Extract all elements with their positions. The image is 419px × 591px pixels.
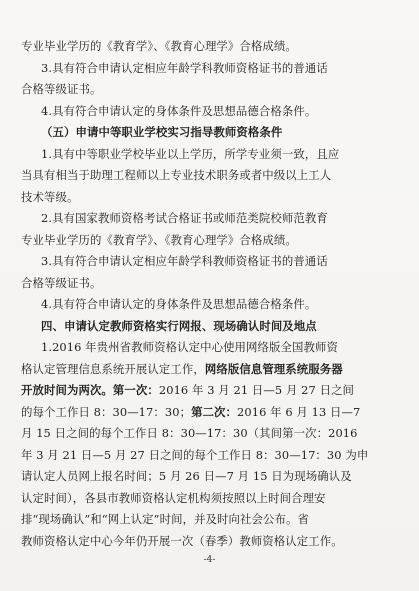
section-heading: 四、申请认定教师资格实行网报、现场确认时间及地点 xyxy=(41,318,317,333)
text-line: 当具有相当于助理工程师以上专业技术职务或者中级以上工人 xyxy=(21,168,332,182)
text-line: 专业毕业学历的《教育学》、《教育心理学》合格成绩。 xyxy=(21,232,297,247)
text-line: 的每个工作日 8：30—17：30；第二次：2016 年 6 月 13 日—7 xyxy=(21,404,361,419)
text-line: 4.具有符合申请认定的身体条件及思想品德合格条件。 xyxy=(41,297,317,311)
text-line: 2.具有国家教师资格考试合格证书或师范类院校师范教育 xyxy=(41,211,328,225)
text-line: 教师资格认定中心今年仍开展一次（春季）教师资格认定工作。 xyxy=(21,533,343,548)
text-line: 合格等级证书。 xyxy=(21,275,102,290)
text-line: 开放时间为两次。第一次：2016 年 3 月 21 日—5 月 27 日之间 xyxy=(21,383,355,397)
text-line: 月 15 日之间的每个工作日 8：30—17：30（其间第一次：2016 xyxy=(21,426,358,440)
text-line: 3.具有符合申请认定相应年龄学科教师资格证书的普通话 xyxy=(41,60,328,75)
text-line: 排“现场确认”和“网上认定”时间，并及时向社会公布。省 xyxy=(21,512,309,526)
text-line: 1.具有中等职业学校毕业以上学历，所学专业须一致，且应 xyxy=(41,146,340,161)
text-line: 3.具有符合申请认定相应年龄学科教师资格证书的普通话 xyxy=(41,254,328,268)
section-heading: （五）申请中等职业学校实习指导教师资格条件 xyxy=(41,125,283,139)
text-line: 请认定人员网上报名时间；5 月 26 日—7 月 15 日为现场确认及 xyxy=(21,469,352,483)
text-line: 4.具有符合申请认定的身体条件及思想品德合格条件。 xyxy=(41,103,317,118)
text-line: 认定时间），各县市教师资格认定机构须按照以上时间合理安 xyxy=(21,490,326,505)
text-line: 合格等级证书。 xyxy=(21,82,102,96)
page-number: -4- xyxy=(203,555,216,565)
text-line: 1.2016 年贵州省教师资格认定中心使用网络版全国教师资 xyxy=(41,340,338,354)
text-line: 专业毕业学历的《教育学》、《教育心理学》合格成绩。 xyxy=(21,39,297,53)
text-line: 格认定管理信息系统开展认定工作，网络版信息管理系统服务器 xyxy=(21,361,343,376)
text-line: 技术等级。 xyxy=(21,189,79,204)
text-line: 年 3 月 21 日—5 月 27 日之间的每个工作日 8：30—17：30 为申 xyxy=(21,447,369,462)
